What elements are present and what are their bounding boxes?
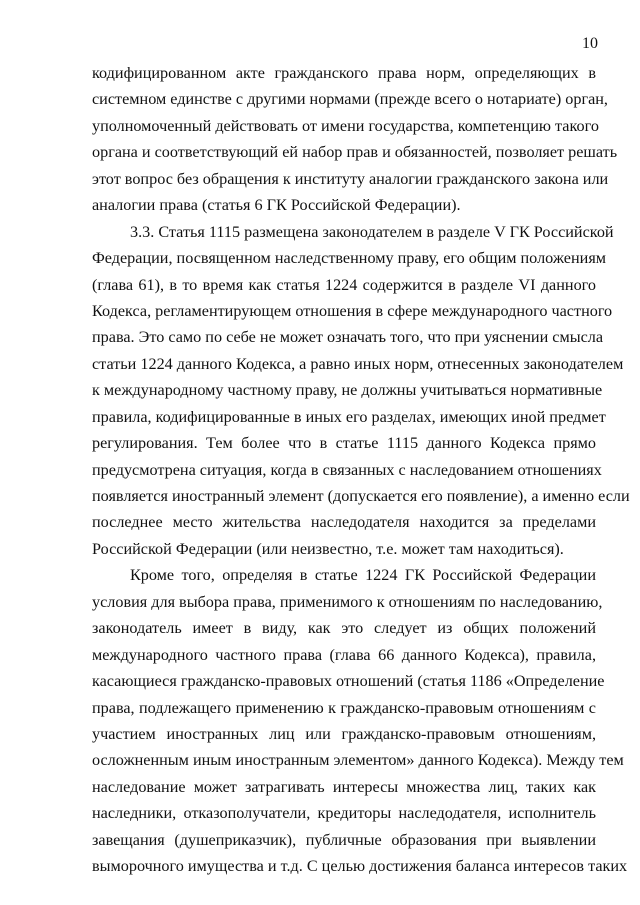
text-line: выморочного имущества и т.д. С целью достижения баланса интересов таких — [92, 857, 628, 876]
text-line: (глава 61), в то время как статья 1224 содержится в разделе VI данного — [92, 275, 596, 294]
text-line: кодифицированном акте гражданского права норм, определяющих в — [92, 64, 596, 82]
text-line: предусмотрена ситуация, когда в связанных с наследованием отношениях — [92, 460, 602, 479]
text-line: права. Это само по себе не может означать того, что при уяснении смысла — [92, 328, 604, 347]
text-line: статьи 1224 данного Кодекса, а равно иных норм, отнесенных законодателем — [92, 354, 624, 373]
text-line: завещания (душеприказчик), публичные образования при выявлении — [92, 830, 596, 849]
text-line: Российской Федерации (или неизвестно, т.е. может там находиться). — [92, 539, 564, 558]
text-line: регулирования. Тем более что в статье 1115 данного Кодекса прямо — [92, 434, 596, 453]
text-line: законодатель имеет в виду, как это следует из общих положений — [92, 619, 596, 638]
text-line: наследование может затрагивать интересы множества лиц, таких как — [92, 777, 596, 796]
text-line: наследники, отказополучатели, кредиторы наследодателя, исполнитель — [92, 804, 596, 823]
text-line: Кроме того, определяя в статье 1224 ГК Российской Федерации — [130, 566, 596, 585]
text-line: системном единстве с другими нормами (прежде всего о нотариате) орган, — [92, 90, 608, 109]
text-line: участием иностранных лиц или гражданско-правовым отношениям, — [92, 724, 596, 743]
text-line: к международному частному праву, не должны учитываться нормативные — [92, 381, 603, 400]
text-line: касающиеся гражданско-правовых отношений (статья 1186 «Определение — [92, 672, 605, 691]
text-line: этот вопрос без обращения к институту аналогии гражданского закона или — [92, 169, 609, 188]
text-line: осложненным иным иностранным элементом» данного Кодекса). Между тем — [92, 751, 624, 770]
text-line: права, подлежащего применению к гражданско-правовым отношениям с — [92, 698, 596, 717]
text-line: последнее место жительства наследодателя находится за пределами — [92, 513, 596, 532]
body-text — [92, 60, 630, 880]
text-line: появляется иностранный элемент (допускается его появление), а именно если — [92, 487, 630, 505]
text-line: правила, кодифицированные в иных его разделах, имеющих иной предмет — [92, 407, 606, 426]
text-line: органа и соответствующий ей набор прав и обязанностей, позволяет решать — [92, 143, 618, 162]
text-line: уполномоченный действовать от имени государства, компетенцию такого — [92, 116, 599, 135]
text-line: Федерации, посвященном наследственному праву, его общим положениям — [92, 249, 607, 268]
text-line: 3.3. Статья 1115 размещена законодателем в разделе V ГК Российской — [130, 222, 614, 241]
text-line: аналогии права (статья 6 ГК Российской Федерации). — [92, 196, 461, 215]
text-line: условия для выбора права, применимого к отношениям по наследованию, — [92, 592, 603, 611]
page-number: 10 — [582, 35, 598, 52]
text-line: Кодекса, регламентирующем отношения в сфере международного частного — [92, 301, 613, 320]
text-line: международного частного права (глава 66 данного Кодекса), правила, — [92, 645, 596, 664]
